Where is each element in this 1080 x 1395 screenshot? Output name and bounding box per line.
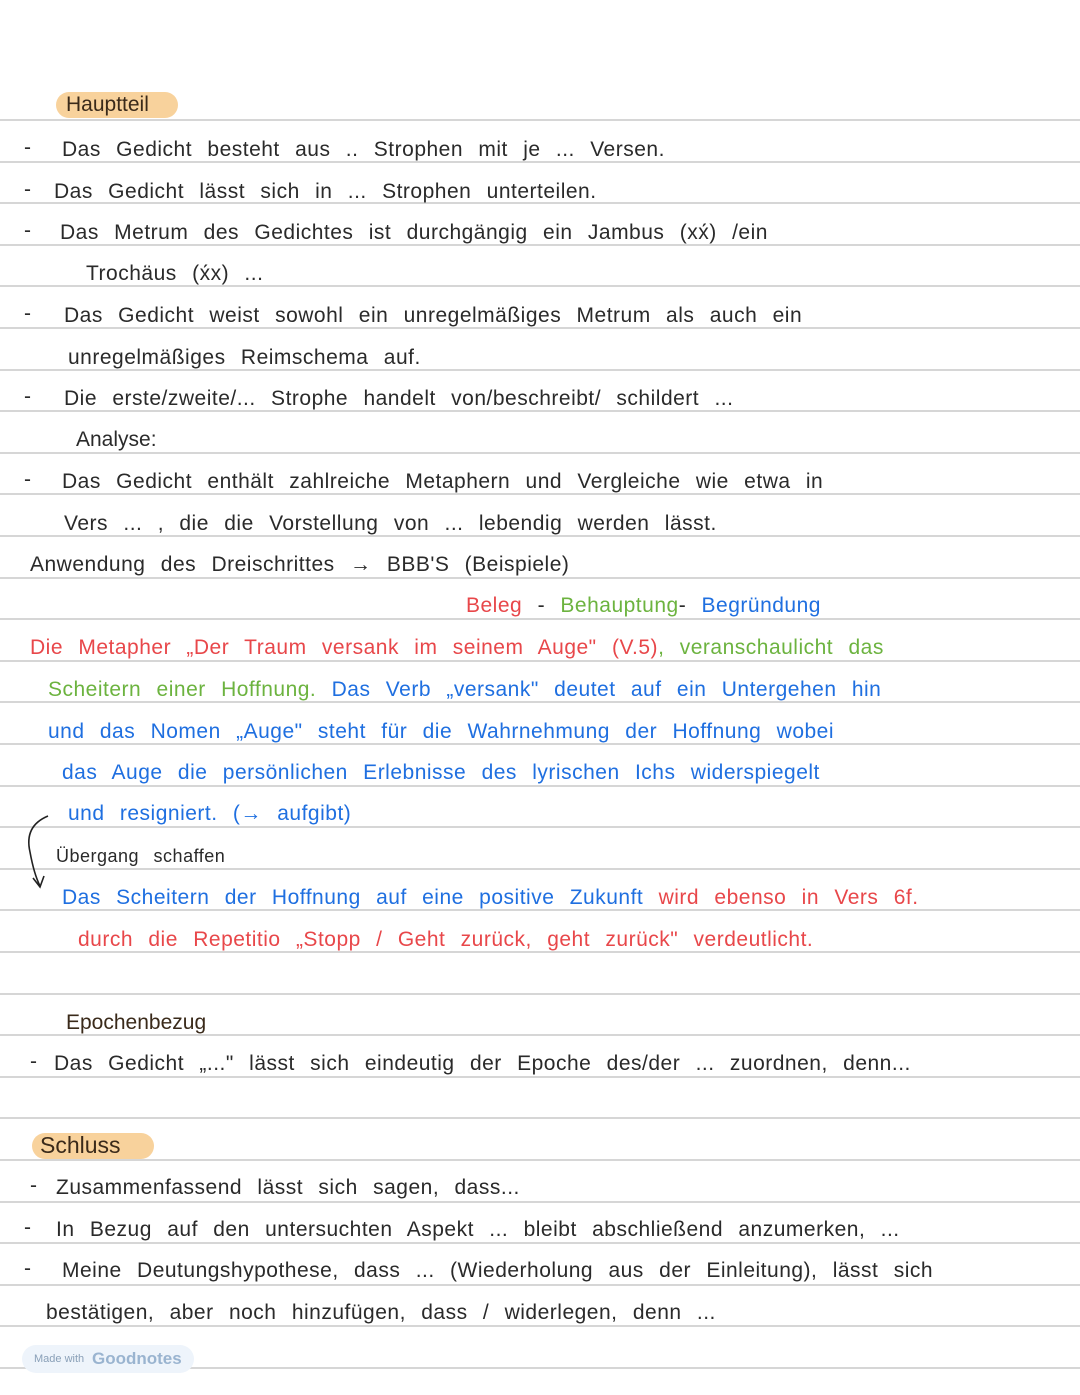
legend-separator: -: [537, 594, 546, 617]
transition-text: Übergang schaffen: [56, 846, 226, 866]
begruendung-text: und das Nomen „Auge" steht für die Wahrnehmung der Hoffnung wobei: [48, 720, 835, 743]
example-line: [0, 802, 1080, 836]
bullet-dash: -: [24, 468, 32, 491]
badge-brand: Goodnotes: [92, 1349, 182, 1368]
line-text: Meine Deutungshypothese, dass ... (Wiederholung aus der Einleitung), lässt sich: [62, 1259, 934, 1282]
list-item-continuation: [0, 346, 1080, 380]
list-item: [0, 1176, 1080, 1210]
line-text: Anwendung des Dreischrittes → BBB'S (Beispiele): [30, 553, 570, 576]
list-item: [0, 138, 1080, 172]
line-text: Das Gedicht „..." lässt sich eindeutig der Epoche des/der ... zuordnen, denn...: [54, 1052, 911, 1075]
list-item-continuation: [0, 262, 1080, 296]
begruendung-text: Das Scheitern der Hoffnung auf eine positive Zukunft: [62, 886, 644, 909]
transition-note: [0, 846, 1080, 880]
legend-begruendung: Begründung: [701, 594, 821, 617]
behauptung-text: Scheitern einer Hoffnung.: [48, 678, 317, 701]
beleg-text: Die Metapher „Der Traum versank im seinem Auge" (V.5): [30, 636, 659, 659]
list-item: [0, 304, 1080, 338]
text-line: [0, 553, 1080, 587]
line-text: Das Gedicht besteht aus .. Strophen mit je ... Versen.: [62, 138, 665, 161]
heading-hauptteil: Hauptteil: [66, 93, 149, 116]
list-item: [0, 1052, 1080, 1086]
begruendung-text: das Auge die persönlichen Erlebnisse des lyrischen Ichs widerspiegelt: [62, 761, 820, 784]
bbb-legend: [0, 594, 1080, 628]
list-item-continuation: [0, 512, 1080, 546]
heading-epochenbezug: Epochenbezug: [66, 1011, 207, 1034]
line-text: Das Gedicht weist sowohl ein unregelmäßiges Metrum als auch ein: [64, 304, 803, 327]
list-item-continuation: [0, 1301, 1080, 1335]
example-line: [0, 720, 1080, 754]
example-line: [0, 636, 1080, 670]
list-item: [0, 180, 1080, 214]
ruled-line: [0, 452, 1080, 454]
bullet-dash: -: [30, 1174, 38, 1197]
ruled-line: [0, 1159, 1080, 1161]
bullet-dash: -: [24, 1216, 32, 1239]
heading-analyse: Analyse:: [76, 428, 157, 451]
ruled-line: [0, 119, 1080, 121]
line-text: Das Gedicht enthält zahlreiche Metaphern und Vergleiche wie etwa in: [62, 470, 824, 493]
bullet-dash: -: [24, 178, 32, 201]
example-line: [0, 928, 1080, 962]
example-line: [0, 761, 1080, 795]
line-text: Vers ... , die die Vorstellung von ... lebendig werden lässt.: [64, 512, 717, 535]
beleg-text: wird ebenso in Vers 6f.: [658, 886, 919, 909]
bullet-dash: -: [24, 1257, 32, 1280]
bullet-dash: -: [24, 136, 32, 159]
line-text: Zusammenfassend lässt sich sagen, dass...: [56, 1176, 520, 1199]
line-text: bestätigen, aber noch hinzufügen, dass / widerlegen, denn ...: [46, 1301, 716, 1324]
example-line: [0, 886, 1080, 920]
example-line: [0, 678, 1080, 712]
line-text: In Bezug auf den untersuchten Aspekt ... bleibt abschließend anzumerken, ...: [56, 1218, 900, 1241]
bullet-dash: -: [24, 385, 32, 408]
line-text: Das Gedicht lässt sich in ... Strophen unterteilen.: [54, 180, 597, 203]
line-text: Das Metrum des Gedichtes ist durchgängig ein Jambus (xx́) /ein: [60, 221, 768, 244]
beleg-text: durch die Repetitio „Stopp / Geht zurück, geht zurück" verdeutlicht.: [78, 928, 814, 951]
legend-beleg: Beleg: [466, 594, 523, 617]
legend-behauptung: Behauptung: [560, 594, 679, 617]
heading-schluss: Schluss: [40, 1132, 121, 1158]
bullet-dash: -: [30, 1050, 38, 1073]
line-text: Die erste/zweite/... Strophe handelt von/beschreibt/ schildert ...: [64, 387, 734, 410]
line-text: unregelmäßiges Reimschema auf.: [68, 346, 421, 369]
badge-made-with: Made with: [34, 1353, 85, 1365]
list-item: [0, 1259, 1080, 1293]
behauptung-text: , veranschaulicht das: [658, 636, 884, 659]
begruendung-text: und resigniert. (→ aufgibt): [68, 802, 352, 825]
ruled-line: [0, 1117, 1080, 1119]
line-text: Trochäus (x́x) ...: [86, 262, 264, 285]
begruendung-text: Das Verb „versank" deutet auf ein Untergehen hin: [331, 678, 882, 701]
goodnotes-badge[interactable]: [22, 1345, 194, 1373]
bullet-dash: -: [24, 302, 32, 325]
bullet-dash: -: [24, 219, 32, 242]
list-item: [0, 221, 1080, 255]
list-item: [0, 1218, 1080, 1252]
legend-separator: -: [678, 594, 687, 617]
ruled-line: [0, 993, 1080, 995]
list-item: [0, 387, 1080, 421]
list-item: [0, 470, 1080, 504]
